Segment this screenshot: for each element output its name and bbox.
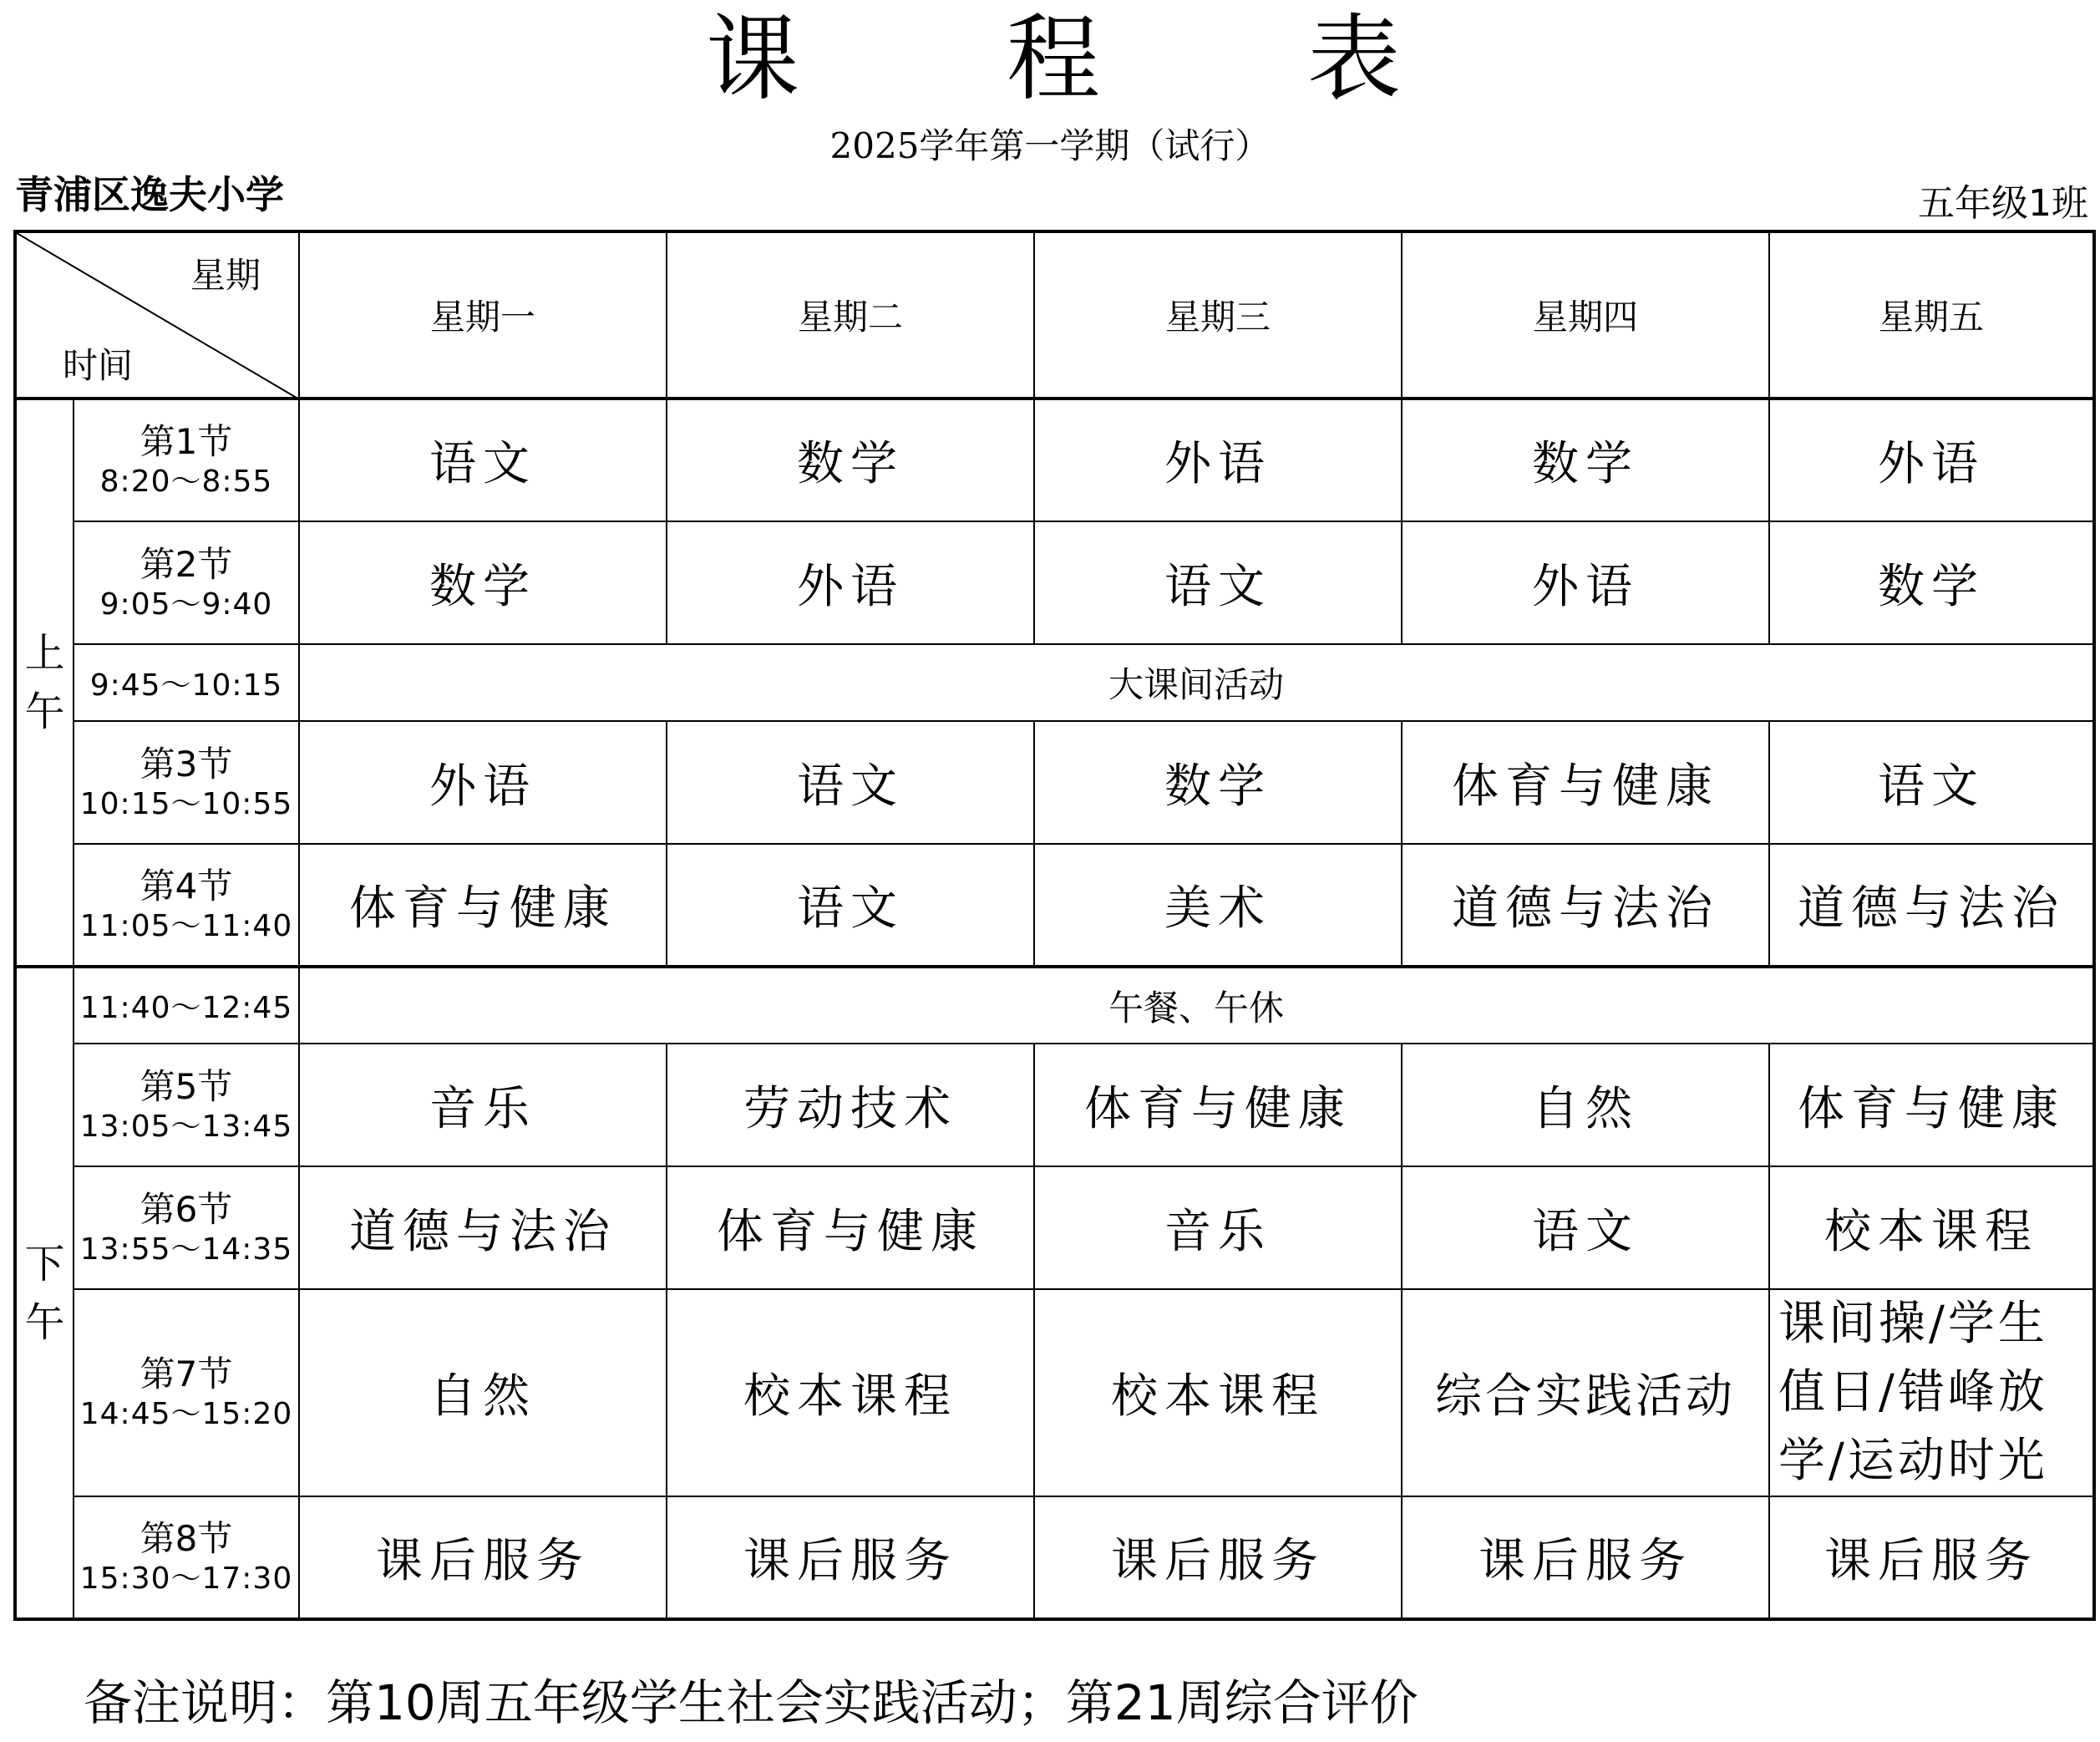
table-row [15, 1044, 2094, 1166]
course-cell: 数学 [1034, 721, 1402, 844]
break-banner: 大课间活动 [299, 644, 2094, 721]
timetable [13, 230, 2096, 1621]
school-name: 青浦区逸夫小学 [15, 172, 284, 217]
course-cell: 数学 [1402, 399, 1769, 521]
corner-label-weekday: 星期 [190, 255, 261, 296]
class-name: 五年级1班 [1918, 182, 2088, 225]
course-cell: 校本课程 [1769, 1166, 2094, 1289]
course-cell: 外语 [299, 721, 667, 844]
course-cell: 语文 [1769, 721, 2094, 844]
course-cell: 课后服务 [299, 1496, 667, 1619]
table-row [15, 844, 2094, 967]
course-cell: 综合实践活动 [1402, 1289, 1769, 1496]
course-cell: 音乐 [299, 1044, 667, 1166]
day-header-thu: 星期四 [1402, 231, 1769, 399]
day-header-mon: 星期一 [299, 231, 667, 399]
course-cell: 语文 [667, 721, 1034, 844]
period-cell: 第5节 13:05～13:45 [74, 1044, 299, 1166]
course-cell: 外语 [1402, 521, 1769, 644]
course-cell: 课后服务 [1034, 1496, 1402, 1619]
period-cell: 第7节 14:45～15:20 [74, 1289, 299, 1496]
semester-subtitle: 2025学年第一学期（试行） [829, 125, 1271, 166]
course-cell: 体育与健康 [1402, 721, 1769, 844]
course-cell: 校本课程 [667, 1289, 1034, 1496]
course-cell: 数学 [299, 521, 667, 644]
course-cell: 道德与法治 [299, 1166, 667, 1289]
course-cell: 课后服务 [667, 1496, 1034, 1619]
corner-cell [15, 231, 299, 399]
period-cell: 第2节 9:05～9:40 [74, 521, 299, 644]
table-row [15, 721, 2094, 844]
page-title [0, 0, 2100, 117]
course-cell: 数学 [1769, 521, 2094, 644]
header-row [15, 231, 2094, 399]
course-cell: 语文 [1034, 521, 1402, 644]
course-cell: 体育与健康 [1769, 1044, 2094, 1166]
course-cell: 语文 [299, 399, 667, 521]
period-cell: 第6节 13:55～14:35 [74, 1166, 299, 1289]
table-row [15, 399, 2094, 521]
course-cell: 劳动技术 [667, 1044, 1034, 1166]
day-header-wed: 星期三 [1034, 231, 1402, 399]
title-char-1: 课 [706, 5, 799, 114]
course-cell: 自然 [299, 1289, 667, 1496]
course-cell: 道德与法治 [1402, 844, 1769, 967]
break-time-cell: 9:45～10:15 [74, 644, 299, 721]
lunch-time-cell: 11:40～12:45 [74, 967, 299, 1044]
period-cell: 第8节 15:30～17:30 [74, 1496, 299, 1619]
course-cell: 外语 [1769, 399, 2094, 521]
table-row [15, 1496, 2094, 1619]
period-cell: 第1节 8:20～8:55 [74, 399, 299, 521]
day-header-fri: 星期五 [1769, 231, 2094, 399]
course-cell: 自然 [1402, 1044, 1769, 1166]
corner-label-time: 时间 [63, 345, 134, 386]
table-row [15, 1166, 2094, 1289]
course-cell: 美术 [1034, 844, 1402, 967]
course-cell: 语文 [1402, 1166, 1769, 1289]
course-cell: 课后服务 [1402, 1496, 1769, 1619]
course-cell: 外语 [667, 521, 1034, 644]
afternoon-label: 下 午 [15, 967, 74, 1619]
course-cell: 音乐 [1034, 1166, 1402, 1289]
course-cell-multiline: 课间操/学生值日/错峰放学/运动时光 [1769, 1289, 2094, 1496]
course-cell: 校本课程 [1034, 1289, 1402, 1496]
title-char-3: 表 [1307, 5, 1401, 114]
period-cell: 第4节 11:05～11:40 [74, 844, 299, 967]
table-row [15, 1289, 2094, 1496]
morning-label: 上 午 [15, 399, 74, 967]
course-cell: 体育与健康 [1034, 1044, 1402, 1166]
course-cell: 外语 [1034, 399, 1402, 521]
break-row [15, 644, 2094, 721]
lunch-row [15, 967, 2094, 1044]
footnote: 备注说明：第10周五年级学生社会实践活动；第21周综合评价 [84, 1674, 1418, 1731]
day-header-tue: 星期二 [667, 231, 1034, 399]
course-cell: 道德与法治 [1769, 844, 2094, 967]
table-row [15, 521, 2094, 644]
course-cell: 语文 [667, 844, 1034, 967]
title-char-2: 程 [1007, 5, 1100, 114]
period-cell: 第3节 10:15～10:55 [74, 721, 299, 844]
course-cell: 课后服务 [1769, 1496, 2094, 1619]
course-cell: 体育与健康 [299, 844, 667, 967]
lunch-banner: 午餐、午休 [299, 967, 2094, 1044]
course-cell: 数学 [667, 399, 1034, 521]
course-cell: 体育与健康 [667, 1166, 1034, 1289]
